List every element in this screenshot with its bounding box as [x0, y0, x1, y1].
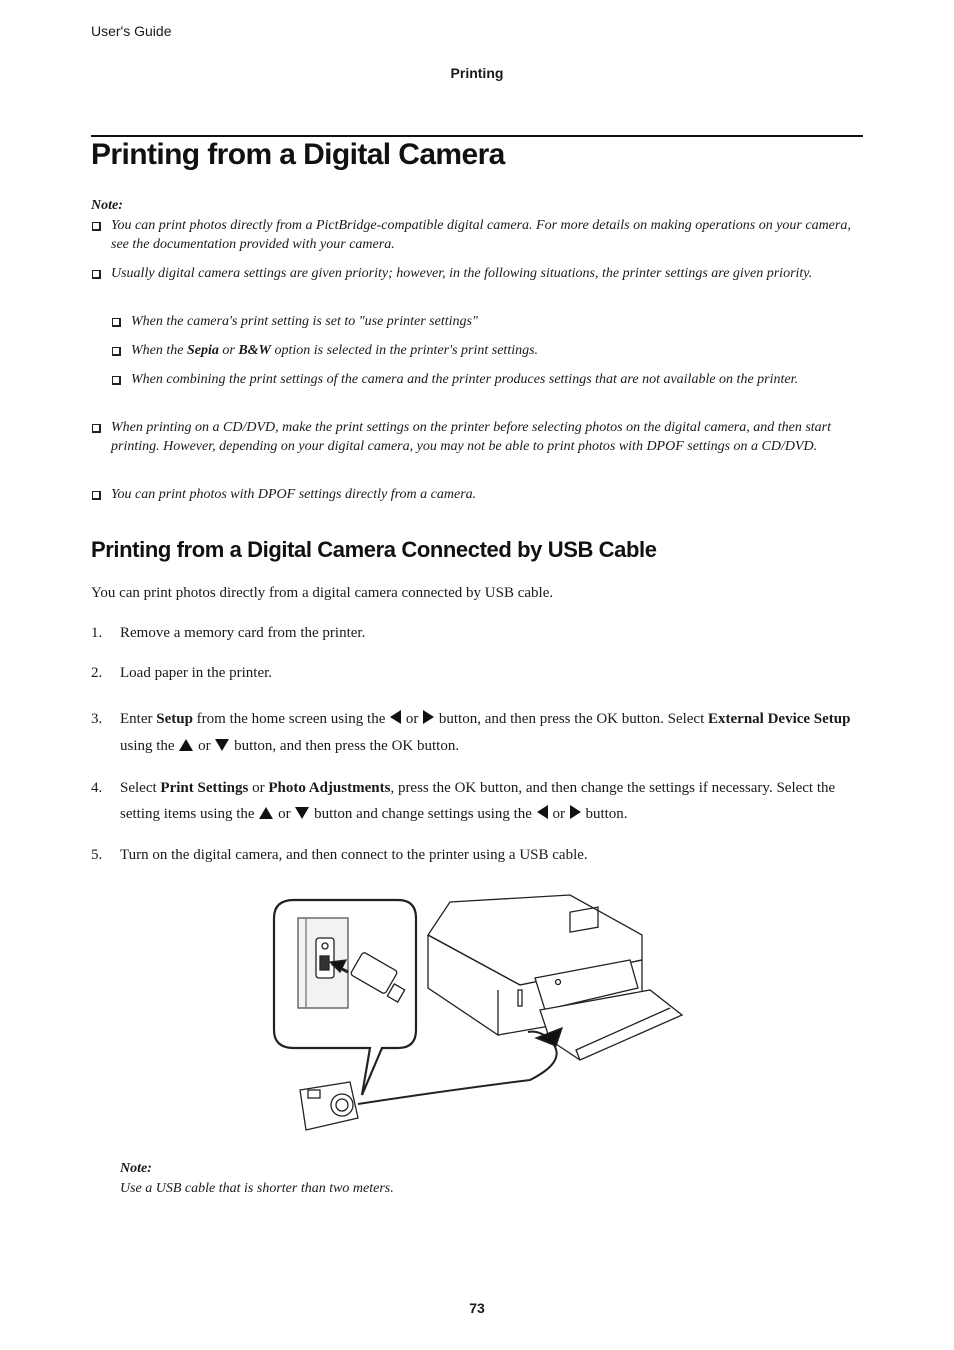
note-label: Note:: [91, 198, 123, 213]
title-rule: [91, 135, 863, 137]
checkbox-bullet-icon: [92, 491, 101, 500]
left-arrow-icon: [390, 710, 401, 724]
right-arrow-icon: [423, 710, 434, 724]
left-arrow-icon: [537, 805, 548, 819]
digital-camera-icon: [300, 1082, 358, 1130]
note-subitem: When the camera's print setting is set to "use printer settings": [131, 314, 478, 329]
step-number: 3.: [91, 711, 103, 727]
down-arrow-icon: [295, 807, 309, 819]
down-arrow-icon: [215, 739, 229, 751]
document-title: User's Guide: [91, 23, 172, 39]
step-text: Select Print Settings or Photo Adjustments, press the OK button, and then change the settings if necessary. Select the setting items using the or button and change settings using the or button.: [120, 780, 836, 822]
checkbox-bullet-icon: [92, 270, 101, 279]
step-text: Load paper in the printer.: [120, 665, 273, 681]
note-item: You can print photos directly from a PictBridge-compatible digital camera. For more details on making operations on your camera, see the documentation provided with your camera.: [111, 218, 851, 252]
page-title: Printing from a Digital Camera: [91, 138, 505, 171]
intro-paragraph: You can print photos directly from a digital camera connected by USB cable.: [91, 585, 554, 601]
page-number: 73: [469, 1300, 485, 1316]
checkbox-bullet-icon: [92, 424, 101, 433]
section-header: Printing: [450, 65, 504, 81]
usb-cable: [358, 1032, 557, 1104]
right-arrow-icon: [570, 805, 581, 819]
bw-option: B&W: [238, 343, 272, 358]
step-text: Remove a memory card from the printer.: [120, 625, 366, 641]
checkbox-bullet-icon: [112, 376, 121, 385]
usb-port-callout: [274, 900, 416, 1095]
note-item: You can print photos with DPOF settings directly from a camera.: [111, 487, 477, 502]
print-settings-label: Print Settings: [160, 780, 249, 796]
step-number: 2.: [91, 665, 103, 681]
external-device-setup-label: External Device Setup: [708, 711, 851, 727]
sepia-option: Sepia: [186, 343, 219, 358]
note-subitem: When combining the print settings of the camera and the printer produces settings that are not available on the printer.: [131, 372, 798, 387]
note-text: Use a USB cable that is shorter than two meters.: [120, 1181, 394, 1196]
step-text: Turn on the digital camera, and then connect to the printer using a USB cable.: [120, 847, 588, 863]
checkbox-bullet-icon: [112, 318, 121, 327]
checkbox-bullet-icon: [112, 347, 121, 356]
note-subitem: When the Sepia or B&W option is selected in the printer's print settings.: [131, 343, 539, 358]
step-number: 4.: [91, 780, 103, 796]
up-arrow-icon: [259, 807, 273, 819]
photo-adjustments-label: Photo Adjustments: [268, 780, 391, 796]
note-item: When printing on a CD/DVD, make the print settings on the printer before selecting photos on the digital camera, and then start printing. However, depending on your digital camera, you may not be able to print photos with DPOF settings on a CD/DVD.: [111, 420, 832, 454]
step-text: Enter Setup from the home screen using the or button, and then press the OK button. Select External Device Setup using the or button, and then press the OK button.: [120, 711, 851, 754]
step-number: 1.: [91, 625, 103, 641]
note-item: Usually digital camera settings are given priority; however, in the following situations, the printer settings are given priority.: [111, 266, 813, 281]
up-arrow-icon: [179, 739, 193, 751]
usb-connection-illustration: [270, 890, 690, 1140]
checkbox-bullet-icon: [92, 222, 101, 231]
subsection-title: Printing from a Digital Camera Connected by USB Cable: [91, 537, 657, 562]
step-number: 5.: [91, 847, 103, 863]
setup-label: Setup: [156, 711, 193, 727]
note-label: Note:: [120, 1161, 152, 1176]
